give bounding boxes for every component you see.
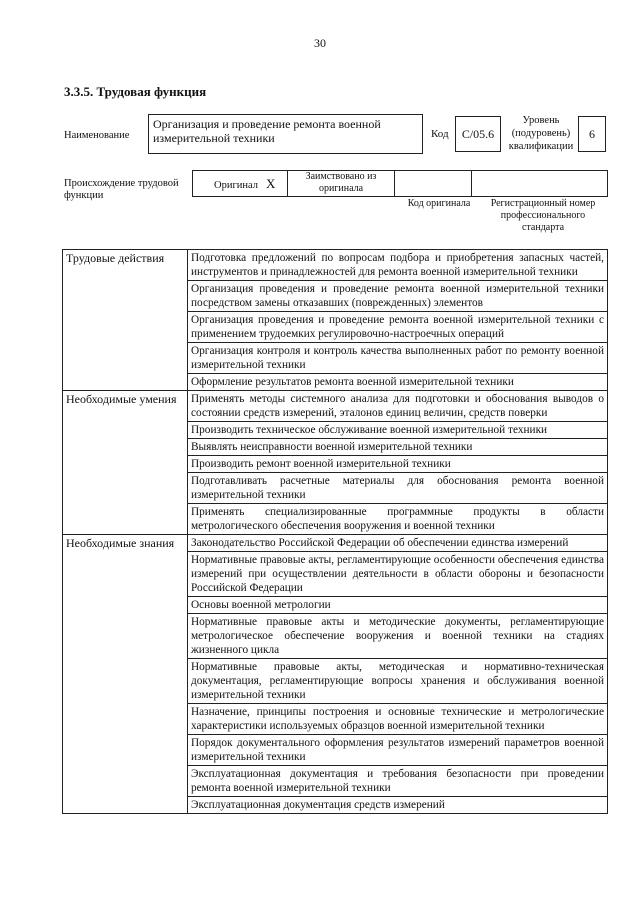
list-item: Порядок документального оформления результатов измерений параметров военной измерительной техники bbox=[188, 735, 608, 766]
list-item: Основы военной метрологии bbox=[188, 597, 608, 614]
code-label: Код bbox=[431, 128, 449, 140]
list-item: Организация проведения и проведение ремонта военной измерительной техники посредством замены отказавших (поврежденных) элементов bbox=[188, 281, 608, 312]
origin-code-cell bbox=[394, 170, 472, 197]
section-heading: 3.3.5. Трудовая функция bbox=[64, 84, 207, 99]
list-item: Выявлять неисправности военной измерительной техники bbox=[188, 439, 608, 456]
original-mark: X bbox=[266, 176, 276, 191]
origin-label: Происхождение трудовой функции bbox=[64, 178, 179, 201]
page-number: 30 bbox=[314, 36, 326, 50]
list-item: Назначение, принципы построения и основные технические и метрологические характеристики используемых образцов военной измерительной техники bbox=[188, 704, 608, 735]
section-title-labor-actions: Трудовые действия bbox=[63, 250, 188, 391]
level-value: 6 bbox=[578, 116, 606, 152]
registration-cell bbox=[471, 170, 608, 197]
function-details-table bbox=[62, 249, 608, 814]
table-row bbox=[63, 250, 608, 281]
function-name-value: Организация и проведение ремонта военной измерительной техники bbox=[148, 114, 423, 154]
level-label: Уровень (подуровень) квалификации bbox=[508, 115, 574, 152]
table-row bbox=[63, 535, 608, 552]
borrowed-label: Заимствовано из оригинала bbox=[305, 171, 377, 194]
list-item: Эксплуатационная документация средств измерений bbox=[188, 797, 608, 814]
section-title-skills: Необходимые умения bbox=[63, 391, 188, 535]
list-item: Оформление результатов ремонта военной измерительной техники bbox=[188, 374, 608, 391]
list-item: Подготовка предложений по вопросам подбора и приобретения запасных частей, инструментов и принадлежностей для ремонта военной измерительной техники bbox=[188, 250, 608, 281]
registration-number-label: Регистрационный номер профессионального стандарта bbox=[490, 198, 596, 233]
name-label: Наименование bbox=[64, 130, 130, 141]
list-item: Нормативные правовые акты, методическая и нормативно-техническая документация, регламентирующие вопросы хранения и обслуживания военной измерительной техники bbox=[188, 659, 608, 704]
list-item: Производить техническое обслуживание военной измерительной техники bbox=[188, 422, 608, 439]
list-item: Организация контроля и контроль качества выполненных работ по ремонту военной измерительной техники bbox=[188, 343, 608, 374]
table-row bbox=[63, 391, 608, 422]
list-item: Нормативные правовые акты и методические документы, регламентирующие метрологическое обеспечение вооружения и военной техники на стадиях жизненного цикла bbox=[188, 614, 608, 659]
section-title-knowledge: Необходимые знания bbox=[63, 535, 188, 814]
list-item: Эксплуатационная документация и требования безопасности при проведении ремонта военной измерительной техники bbox=[188, 766, 608, 797]
list-item: Организация проведения и проведение ремонта военной измерительной техники с применением трудоемких регулировочно-настроечных операций bbox=[188, 312, 608, 343]
list-item: Применять специализированные программные продукты в области метрологического обеспечения вооружения и военной техники bbox=[188, 504, 608, 535]
list-item: Нормативные правовые акты, регламентирующие особенности обеспечения единства измерений при осуществлении деятельности в области обороны и безопасности Российской Федерации bbox=[188, 552, 608, 597]
function-code-value: C/05.6 bbox=[455, 116, 501, 152]
list-item: Законодательство Российской Федерации об обеспечении единства измерений bbox=[188, 535, 608, 552]
origin-code-label: Код оригинала bbox=[407, 198, 471, 209]
list-item: Подготавливать расчетные материалы для обоснования ремонта военной измерительной техники bbox=[188, 473, 608, 504]
list-item: Применять методы системного анализа для подготовки и обоснования выводов о состоянии средств измерений, эталонов единиц величин, средств поверки bbox=[188, 391, 608, 422]
original-label: Оригинал bbox=[214, 180, 258, 191]
list-item: Производить ремонт военной измерительной техники bbox=[188, 456, 608, 473]
